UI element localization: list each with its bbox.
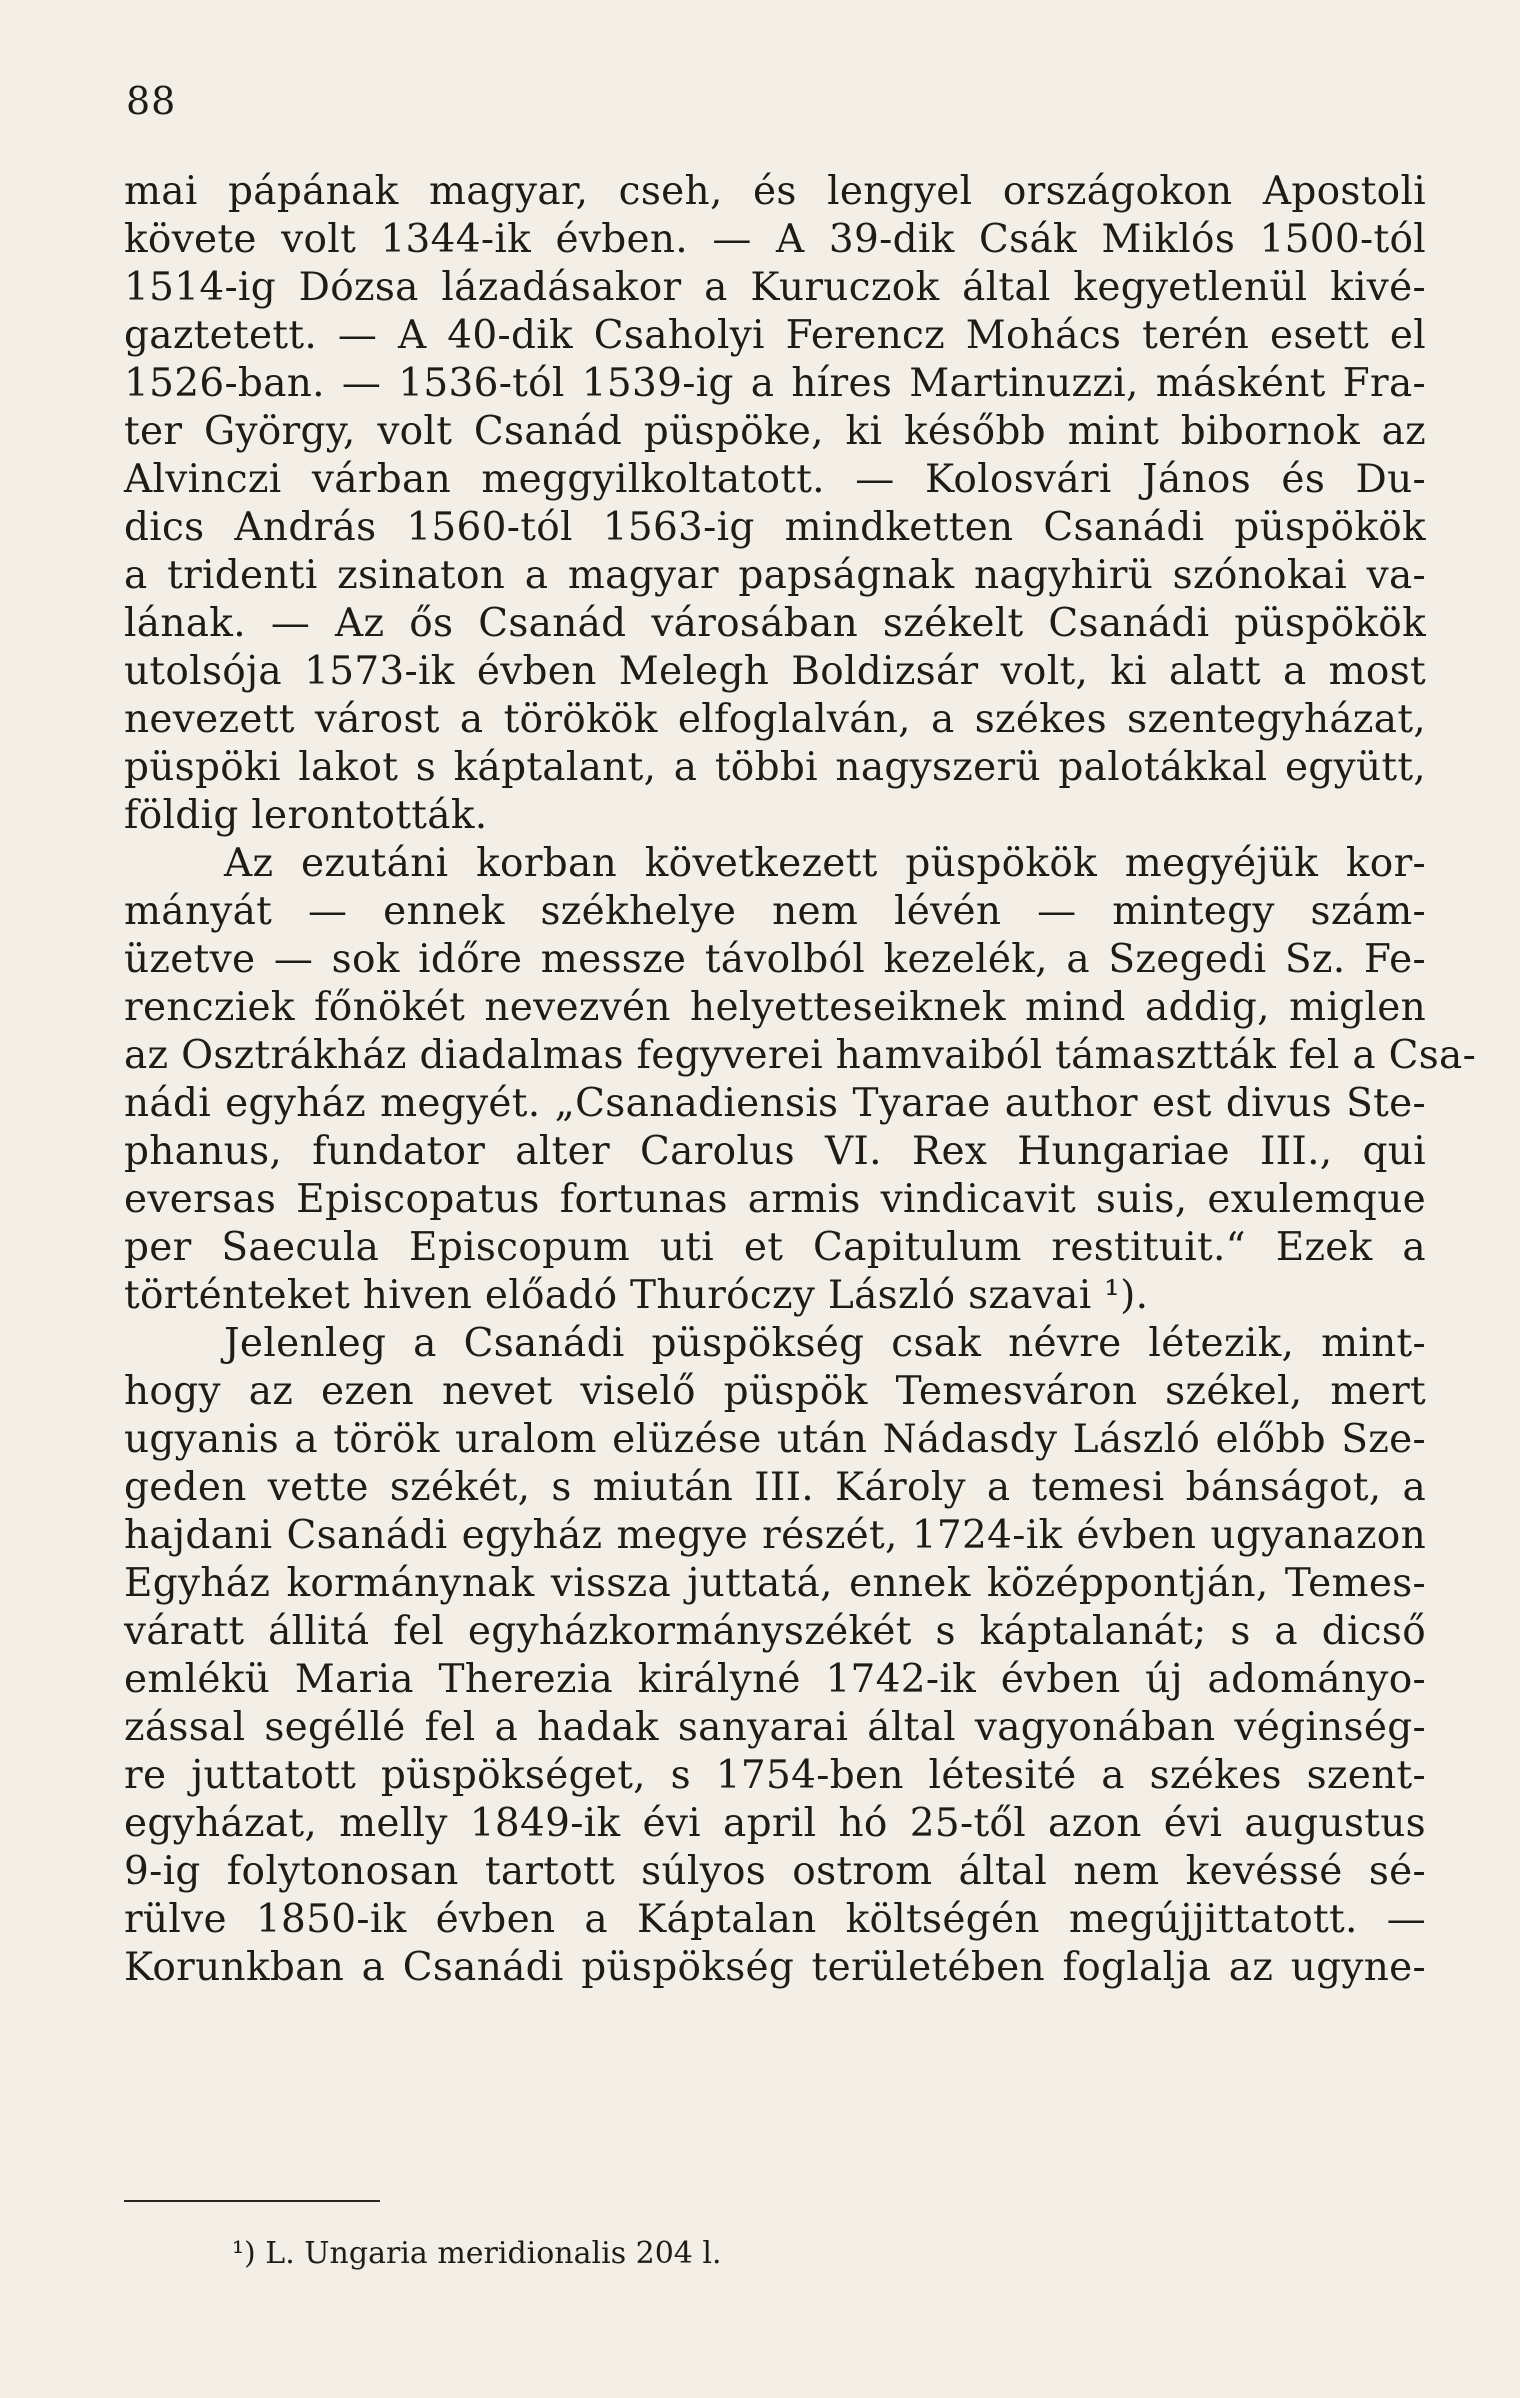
text-line: utolsója 1573-ik évben Melegh Boldizsár volt, ki alatt a most [124, 649, 1426, 694]
body-text [124, 168, 1477, 1992]
text-line: az Osztrákház diadalmas fegyverei hamvaiból támasztták fel a Csa- [124, 1033, 1477, 1078]
text-line: hogy az ezen nevet viselő püspök Temesváron székel, mert [124, 1369, 1426, 1414]
text-line: nevezett várost a törökök elfoglalván, a székes szentegyházat, [124, 697, 1426, 742]
text-line: váratt állitá fel egyházkormányszékét s káptalanát; s a dicső [124, 1609, 1426, 1654]
text-line: Alvinczi várban meggyilkoltatott. — Kolosvári János és Du- [124, 457, 1426, 502]
text-line: geden vette székét, s miután III. Károly a temesi bánságot, a [124, 1465, 1426, 1510]
text-line: egyházat, melly 1849-ik évi april hó 25-től azon évi augustus [124, 1801, 1426, 1846]
text-line: üzetve — sok időre messze távolból kezelék, a Szegedi Sz. Fe- [124, 937, 1426, 982]
text-line: történteket hiven előadó Thuróczy László szavai ¹). [124, 1273, 1149, 1318]
footnote-rule [124, 2200, 380, 2202]
text-line: követe volt 1344-ik évben. — A 39-dik Csák Miklós 1500-tól [124, 217, 1426, 262]
footnote: ¹) L. Ungaria meridionalis 204 l. [232, 2236, 722, 2271]
text-line: Egyház kormánynak vissza juttatá, ennek középpontján, Temes- [124, 1561, 1426, 1606]
text-line: per Saecula Episcopum uti et Capitulum restituit.“ Ezek a [124, 1225, 1426, 1270]
text-line: eversas Episcopatus fortunas armis vindicavit suis, exulemque [124, 1177, 1426, 1222]
text-line: emlékü Maria Therezia királyné 1742-ik évben új adományo- [124, 1657, 1426, 1702]
text-line: dics András 1560-tól 1563-ig mindketten Csanádi püspökök [124, 505, 1426, 550]
text-line: lának. — Az ős Csanád városában székelt Csanádi püspökök [124, 601, 1426, 646]
text-line: földig lerontották. [124, 793, 488, 838]
text-line: Jelenleg a Csanádi püspökség csak névre létezik, mint- [224, 1321, 1426, 1366]
text-line: püspöki lakot s káptalant, a többi nagyszerü palotákkal együtt, [124, 745, 1426, 790]
page-number: 88 [126, 79, 177, 123]
text-line: gaztetett. — A 40-dik Csaholyi Ferencz Mohács terén esett el [124, 313, 1426, 358]
text-line: zással segéllé fel a hadak sanyarai által vagyonában véginség- [124, 1705, 1426, 1750]
text-line: rencziek főnökét nevezvén helyetteseiknek mind addig, miglen [124, 985, 1426, 1030]
text-line: 1514-ig Dózsa lázadásakor a Kuruczok által kegyetlenül kivé- [124, 265, 1426, 310]
text-line: rülve 1850-ik évben a Káptalan költségén megújjittatott. — [124, 1897, 1426, 1942]
text-line: hajdani Csanádi egyház megye részét, 1724-ik évben ugyanazon [124, 1513, 1426, 1558]
text-line: phanus, fundator alter Carolus VI. Rex Hungariae III., qui [124, 1129, 1426, 1174]
text-line: ugyanis a török uralom elüzése után Nádasdy László előbb Sze- [124, 1417, 1426, 1462]
text-line: mai pápának magyar, cseh, és lengyel országokon Apostoli [124, 169, 1426, 214]
text-line: Korunkban a Csanádi püspökség területében foglalja az ugyne- [124, 1945, 1426, 1990]
text-line: ter György, volt Csanád püspöke, ki később mint bibornok az [124, 409, 1426, 454]
text-line: mányát — ennek székhelye nem lévén — mintegy szám- [124, 889, 1426, 934]
text-line: Az ezutáni korban következett püspökök megyéjük kor- [224, 841, 1426, 886]
text-line: 9-ig folytonosan tartott súlyos ostrom által nem kevéssé sé- [124, 1849, 1426, 1894]
text-line: a tridenti zsinaton a magyar papságnak nagyhirü szónokai va- [124, 553, 1426, 598]
text-line: 1526-ban. — 1536-tól 1539-ig a híres Martinuzzi, másként Fra- [124, 361, 1426, 406]
text-line: nádi egyház megyét. „Csanadiensis Tyarae author est divus Ste- [124, 1081, 1426, 1126]
text-line: re juttatott püspökséget, s 1754-ben létesité a székes szent- [124, 1753, 1426, 1798]
